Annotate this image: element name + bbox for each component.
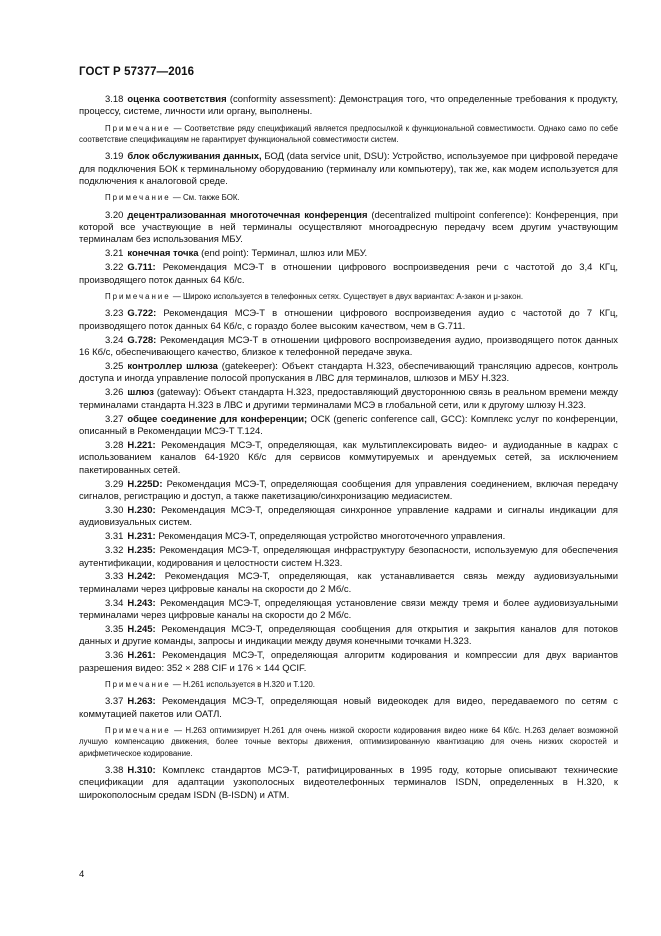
definition-paragraph: [79, 248, 618, 260]
note-paragraph: [79, 679, 618, 690]
definition-paragraph: [79, 335, 618, 360]
note-text: — Н.261 используется в Н.320 и Т.120.: [170, 680, 315, 690]
note-label: Примечание: [105, 292, 171, 302]
term-number: 3.22: [105, 262, 124, 274]
term-name: контроллер шлюза: [127, 360, 218, 372]
term-number: 3.27: [105, 413, 124, 425]
term-name: общее соединение для конференции;: [127, 413, 308, 425]
definition-paragraph: [79, 414, 618, 439]
definition-paragraph: [79, 598, 618, 623]
note-label: Примечание: [105, 726, 171, 736]
term-name: Н.261:: [127, 650, 156, 662]
term-definition: Рекомендация МСЭ-Т, определяющая, как устанавливается связь между аудиовизуальными терминалами через цифровые каналы на скорости до 2 Мб/с.: [79, 571, 618, 595]
definition-paragraph: [79, 387, 618, 412]
term-number: 3.36: [105, 650, 124, 662]
definition-paragraph: [79, 151, 618, 188]
term-name: шлюз: [127, 387, 154, 399]
term-definition: (conformity assessment): Демонстрация того, что определенные требования к продукту, процессу, системе, личности или органу, выполнены.: [79, 94, 618, 118]
definition-paragraph: [79, 650, 618, 675]
term-name: G.728:: [127, 334, 157, 346]
term-name: Н.235:: [127, 545, 156, 557]
term-name: оценка соответствия: [127, 94, 227, 105]
note-text: — См. также БОК.: [170, 193, 240, 203]
term-name: Н.310:: [127, 764, 156, 776]
definition-paragraph: [79, 94, 618, 119]
term-number: 3.32: [105, 545, 124, 557]
term-name: блок обслуживания данных,: [127, 151, 262, 163]
definition-paragraph: [79, 361, 618, 386]
note-label: Примечание: [105, 680, 171, 690]
term-name: Н.231:: [127, 531, 156, 543]
term-definition: Рекомендация МСЭ-Т в отношении цифрового воспроизведения речи с частотой до 3,4 КГц, производящего поток данных 64 Кб/с.: [79, 262, 618, 286]
definition-paragraph: [79, 531, 618, 543]
term-number: 3.37: [105, 696, 124, 708]
note-paragraph: [79, 192, 618, 203]
note-paragraph: [79, 123, 618, 145]
definition-paragraph: [79, 545, 618, 570]
term-name: Н.230:: [127, 504, 156, 516]
note-label: Примечание: [105, 123, 171, 133]
note-text: — Широко используется в телефонных сетях. Существует в двух вариантах: А-закон и μ-закон.: [170, 292, 524, 302]
term-name: конечная точка: [127, 248, 199, 260]
term-number: 3.30: [105, 504, 124, 516]
term-definition: (decentralized multipoint conference): Конференция, при которой все участвующие в ней терминалы осуществляют многоадресную передачу всем другим участвующим терминалам без использования МБУ.: [79, 209, 618, 246]
term-name: Н.225D:: [127, 478, 163, 490]
term-definition: Рекомендация МСЭ-Т в отношении цифрового воспроизведения аудио, производящего поток данных 16 Кб/с, обеспечивающего качество, близкое к телефонной передаче звука.: [79, 334, 618, 358]
page-number: 4: [79, 869, 85, 880]
term-name: Н.245:: [127, 624, 156, 636]
term-number: 3.18: [105, 94, 124, 105]
term-name: Н.242:: [127, 571, 156, 583]
note-label: Примечание: [105, 193, 171, 203]
term-number: 3.28: [105, 439, 124, 451]
definition-paragraph: [79, 262, 618, 287]
term-definition: (gatekeeper): Объект стандарта Н.323, обеспечивающий трансляцию адресов, контроль доступа и иногда управление полосой пропускания в ЛВС для терминалов, шлюзов и МБУ Н.323.: [79, 360, 618, 385]
term-definition: (end point): Терминал, шлюз или МБУ.: [198, 248, 368, 260]
term-number: 3.34: [105, 597, 124, 609]
term-definition: Рекомендация МСЭ-Т, определяющая сообщения для открытия и закрытия каналов для потоков данных и другие команды, запросы и индикации между двумя конечными точками Н.323.: [79, 624, 618, 648]
term-definition: Рекомендация МСЭ-Т, определяющая инфраструктуру безопасности, используемую для обеспечения аутентификации, кодирования и целостности систем Н.323.: [79, 545, 618, 569]
definition-paragraph: [79, 571, 618, 596]
term-number: 3.19: [105, 151, 124, 163]
definition-paragraph: [79, 765, 618, 802]
note-paragraph: [79, 291, 618, 302]
term-number: 3.35: [105, 624, 124, 636]
term-definition: Комплекс стандартов МСЭ-Т, ратифицированных в 1995 году, которые описывают технические спецификации для адаптации узкополосных видеотелефонных терминалов ISDN, определенных в Н.320, к широкополосным средам ISDN (B-ISDN) и АТМ.: [79, 764, 618, 801]
term-name: Н.243:: [127, 597, 156, 609]
term-definition: (gateway): Объект стандарта Н.323, предоставляющий двустороннюю связь в реальном времени между терминалами стандарта Н.323 в ЛВС и другими терминалами МСЭ в глобальной сети, или к другому шлюзу Н.323.: [79, 387, 618, 411]
note-text: — Н.263 оптимизирует Н.261 для очень низкой скорости кодирования видео ниже 64 Кб/с. Н.263 делает возможной лучшую компенсацию движения, более точные векторы движения, оптимизированную квантизацию для очень низких скоростей и арифметическое кодирование.: [79, 726, 618, 758]
term-name: Н.221:: [127, 439, 156, 451]
note-paragraph: [79, 725, 618, 759]
definition-paragraph: [79, 696, 618, 721]
term-number: 3.38: [105, 764, 124, 776]
definition-paragraph: [79, 308, 618, 333]
term-number: 3.29: [105, 478, 124, 490]
term-definition: Рекомендация МСЭ-Т, определяющая новый видеокодек для видео, передаваемого по сетям с коммутацией пакетов или ОАТЛ.: [79, 696, 618, 720]
term-definition: Рекомендация МСЭ-Т, определяющая сообщения для управления соединением, включая передачу сигналов, регистрацию и доступ, а также пакетизацию/синхронизацию медиасистем.: [79, 478, 618, 502]
term-definition: Рекомендация МСЭ-Т в отношении цифрового воспроизведения аудио с частотой до 7 КГц, производящего поток данных 64 Кб/с, с гораздо более высоким качеством, чем в G.711.: [79, 308, 618, 332]
term-definition: Рекомендация МСЭ-Т, определяющая алгоритм кодирования и компрессии для двух вариантов разрешения видео: 352 × 288 CIF и 176 × 144 QCIF.: [79, 650, 618, 674]
definition-paragraph: [79, 505, 618, 530]
term-number: 3.31: [105, 531, 124, 543]
definition-paragraph: [79, 440, 618, 477]
term-name: G.722:: [127, 308, 157, 320]
term-number: 3.33: [105, 571, 124, 583]
term-definition: Рекомендация МСЭ-Т, определяющая установление связи между тремя и более аудиовизуальными терминалами через цифровые каналы на скорости до 2 Мб/с.: [79, 597, 618, 622]
document-body: [79, 94, 618, 806]
definition-paragraph: [79, 479, 618, 504]
term-number: 3.20: [105, 209, 124, 221]
document-header: ГОСТ Р 57377—2016: [79, 66, 195, 78]
term-definition: Рекомендация МСЭ-Т, определяющая устройство многоточечного управления.: [155, 531, 506, 543]
term-definition: БОД (data service unit, DSU): Устройство, используемое при цифровой передаче для подключения БОК к терминальному оборудованию (терминалу или компьютеру), так же, как модем используется для подключения к аналоговой среде.: [79, 151, 618, 188]
term-definition: Рекомендация МСЭ-Т, определяющая, как мультиплексировать видео- и аудиоданные в кадрах с использованием каналов 64-1920 Кб/с для сервисов коммутируемых и арендуемых сетей, за исключением пакетированных сетей.: [79, 439, 618, 476]
term-name: G.711:: [127, 262, 156, 274]
term-number: 3.23: [105, 308, 124, 320]
term-definition: Рекомендация МСЭ-Т, определяющая синхронное управление кадрами и сигналы индикации для аудиовизуальных систем.: [79, 504, 618, 529]
term-number: 3.25: [105, 360, 124, 372]
term-definition: ОСК (generic conference call, GCC): Комплекс услуг по конференции, описанный в Рекомендации МСЭ-Т Т.124.: [79, 413, 619, 437]
term-name: децентрализованная многоточечная конференция: [127, 209, 368, 221]
term-name: Н.263:: [127, 696, 156, 708]
term-number: 3.21: [105, 248, 124, 260]
term-number: 3.24: [105, 334, 124, 346]
definition-paragraph: [79, 210, 618, 247]
definition-paragraph: [79, 624, 618, 649]
note-text: — Соответствие ряду спецификаций является предпосылкой к функциональной совместимости. Однако само по себе соответствие спецификациям не гарантирует функциональной совместимости систем.: [79, 123, 618, 145]
term-number: 3.26: [105, 387, 124, 399]
